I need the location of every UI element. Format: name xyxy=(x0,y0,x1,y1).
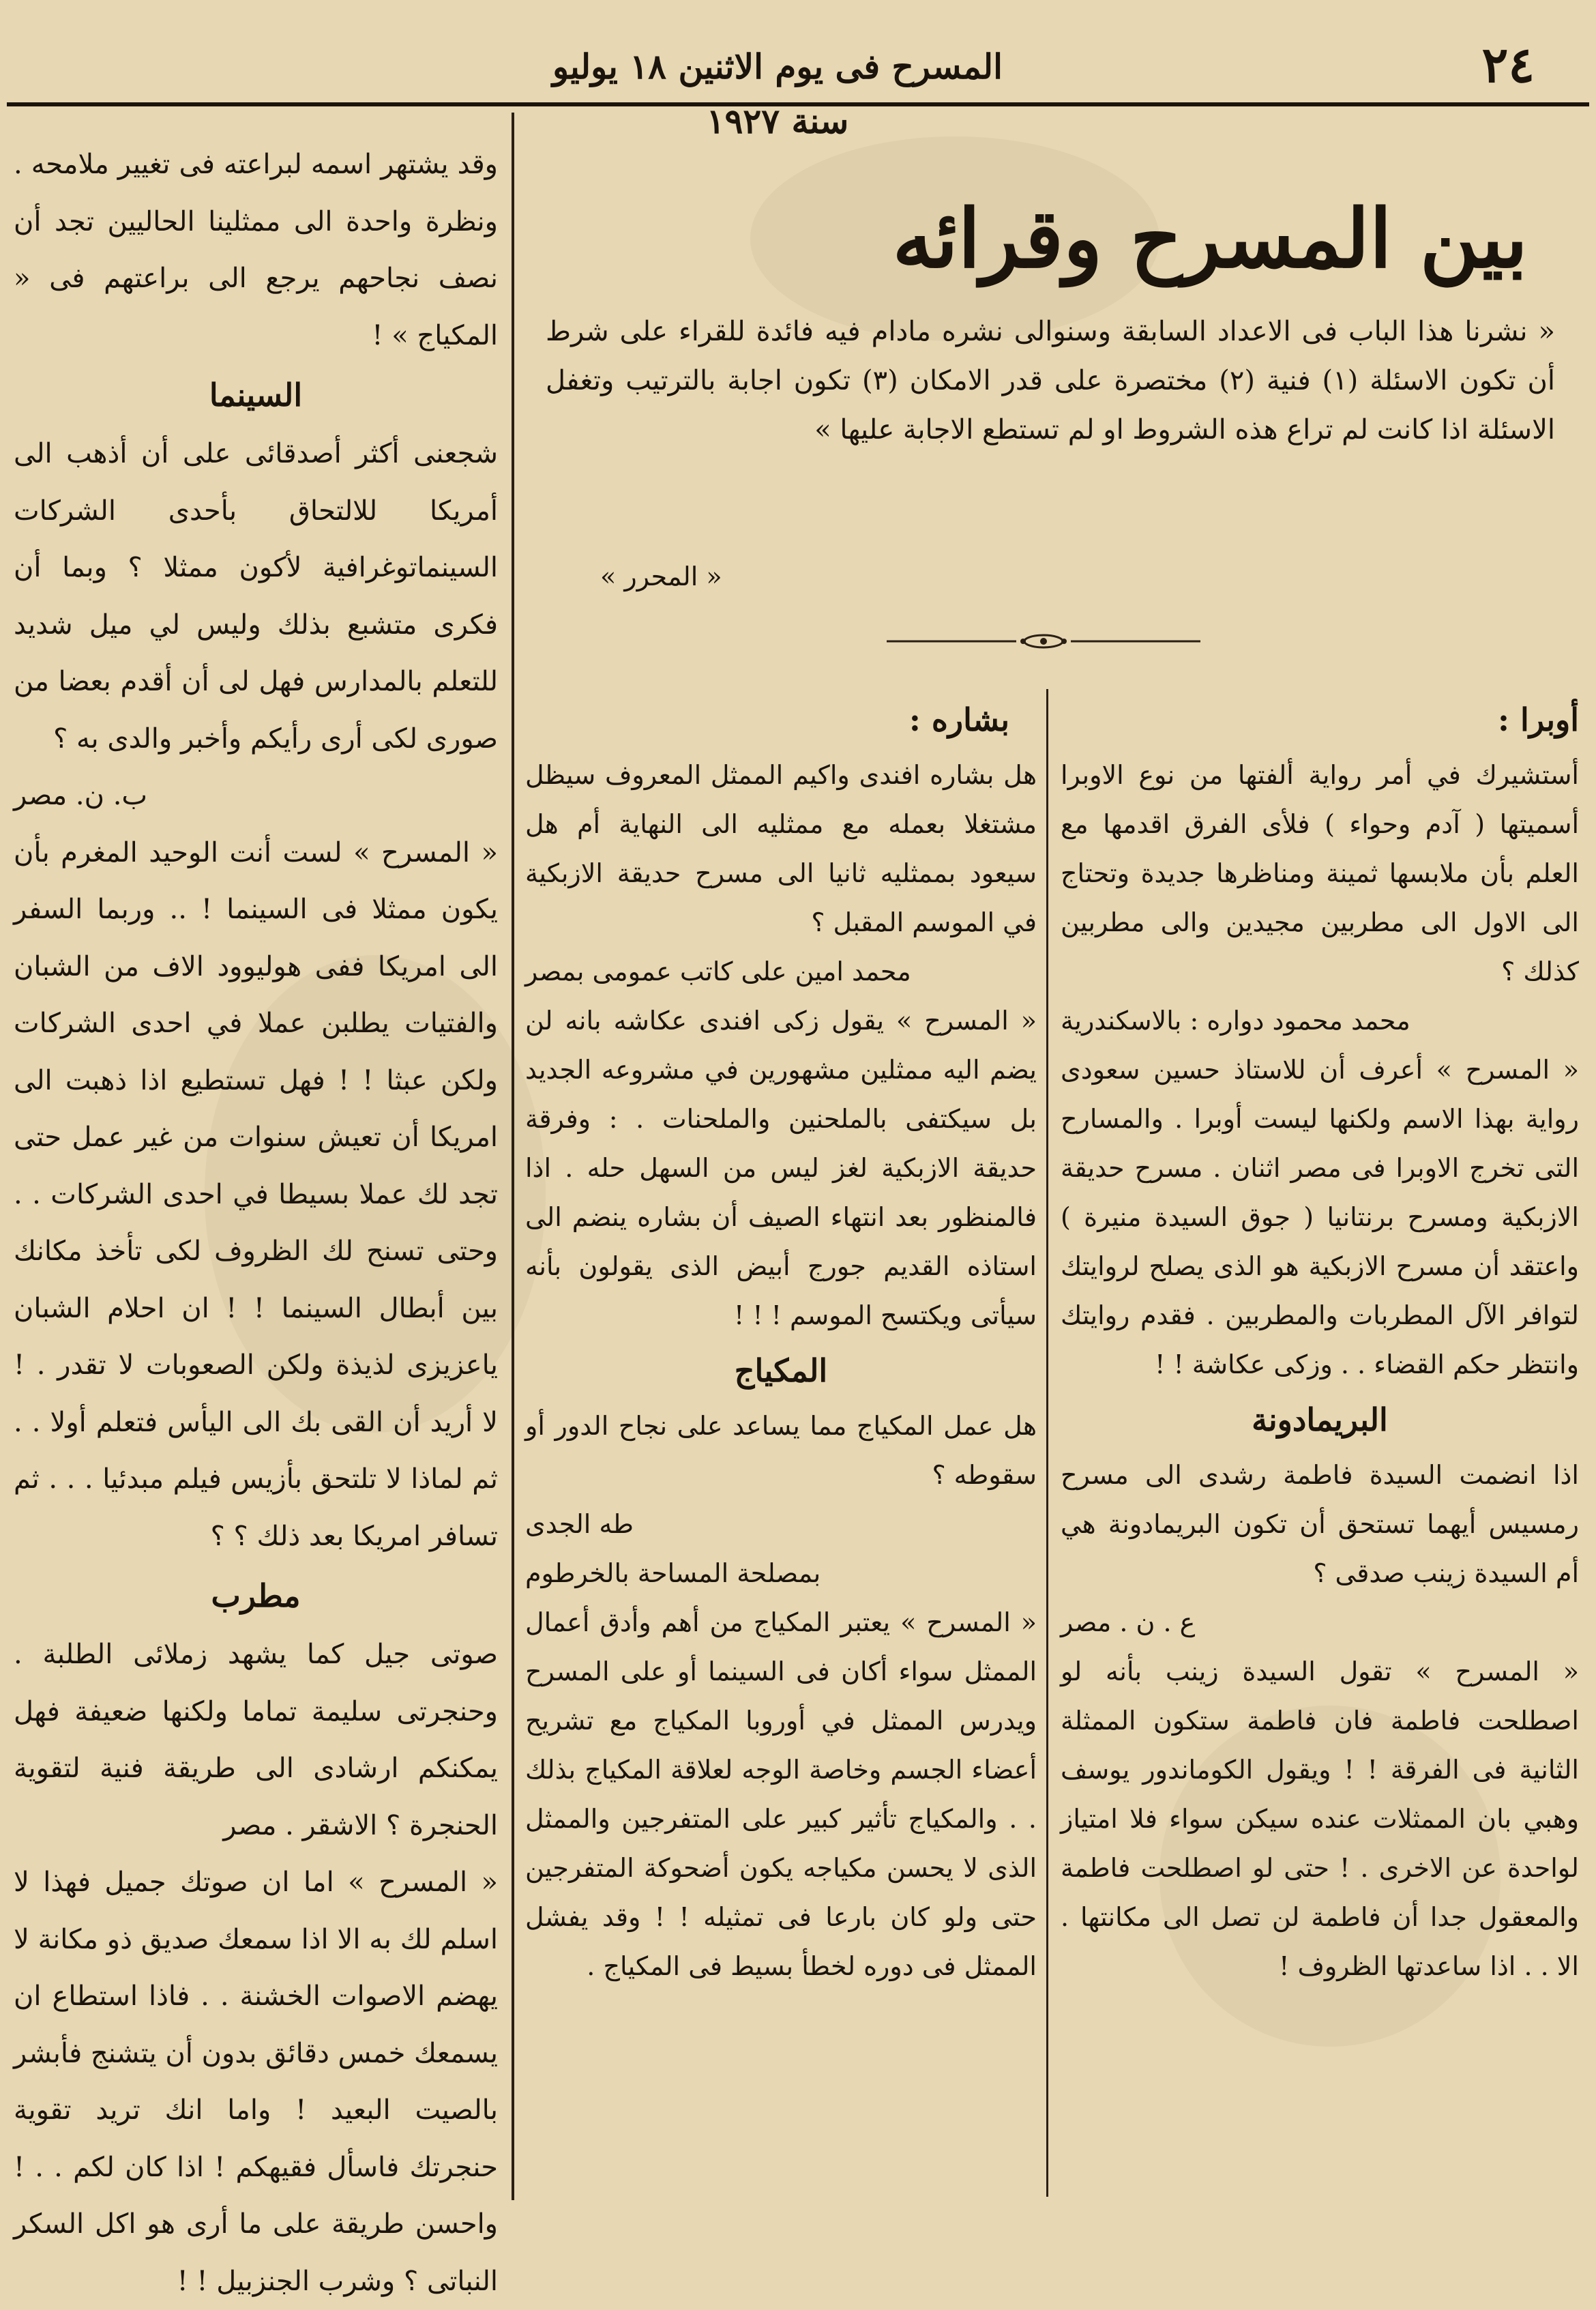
bishara-heading: بشاره : xyxy=(908,701,1009,738)
right-column xyxy=(1061,689,1579,1991)
makeup-heading: المكياج xyxy=(734,1352,828,1389)
opera-signature: محمد محمود دواره : بالاسكندرية xyxy=(1061,1006,1410,1036)
middle-column xyxy=(525,689,1037,1991)
singer-question: صوتى جيل كما يشهد زملائى الطلبة . وحنجرتى سليمة تماما ولكنها ضعيفة فهل يمكنكم ارشادى الى طريقة فنية لتقوية الحنجرة ؟ الاشقر . مصر xyxy=(14,1639,498,1841)
editor-signature: « المحرر » xyxy=(600,561,722,591)
bishara-signature: محمد امين على كاتب عمومى بمصر xyxy=(525,956,911,986)
prima-donna-heading: البريمادونة xyxy=(1252,1401,1388,1438)
intro-block xyxy=(546,307,1555,454)
top-rule xyxy=(7,102,1589,106)
ornament-divider-icon xyxy=(887,628,1200,655)
makeup-answer: « المسرح » يعتبر المكياج من أهم وأدق أعمال الممثل سواء أكان فى السينما أو على المسرح ويدرس الممثل في أوروبا المكياج مع تشريح أعضاء الجسم وخاصة الوجه لعلاقة المكياج بذلك . . والمكياج تأثير كبير على المتفرجين والممثل الذى لا يحسن مكياجه يكون أضحوكة المتفرجين حتى ولو كان بارعا فى تمثيله ! ! وقد يفشل الممثل فى دوره لخطأ بسيط فى المكياج . xyxy=(525,1607,1037,1981)
cinema-heading: السينما xyxy=(209,377,303,413)
intro-text: « نشرنا هذا الباب فى الاعداد السابقة وسنوالى نشره مادام فيه فائدة للقراء على شرط أن تكون الاسئلة (١) فنية (٢) مختصرة على قدر الامكان (٣) تكون اجابة بالترتيب وتغفل الاسئلة اذا كانت لم تراع هذه الشروط او لم تستطع الاجابة عليها » xyxy=(546,316,1556,445)
singer-answer: « المسرح » اما ان صوتك جميل فهذا لا اسلم لك به الا اذا سمعك صديق ذو مكانة لا يهضم الاصوات الخشنة . . فاذا استطاع ان يسمعك خمس دقائق بدون أن يتشنج فأبشر بالصيت البعيد ! واما انك تريد تقوية حنجرتك فاسأل فقيهكم ! اذا كان لكم . . ! واحسن طريقة على ما أرى هو اكل السكر النباتى ؟ وشرب الجنزبيل ! ! xyxy=(14,1867,498,2297)
prima-donna-signature: ع . ن . مصر xyxy=(1061,1607,1196,1637)
opera-heading: أوبرا : xyxy=(1498,701,1579,738)
singer-heading: مطرب xyxy=(211,1577,301,1614)
column-divider-main xyxy=(512,113,514,2200)
cinema-signature: ب. ن. مصر xyxy=(14,780,148,811)
masthead xyxy=(0,34,1596,141)
prima-donna-question: اذا انضمت السيدة فاطمة رشدى الى مسرح رمسيس أيهما تستحق أن تكون البريمادونة هي أم السيدة زينب صدقى ؟ xyxy=(1061,1460,1579,1588)
opera-answer: « المسرح » أعرف أن للاستاذ حسين سعودى رواية بهذا الاسم ولكنها ليست أوبرا . والمسارح التى تخرج الاوبرا فى مصر اثنان . مسرح حديقة الازبكية ومسرح برنتانيا ( جوق السيدة منيرة ) واعتقد أن مسرح الازبكية هو الذى يصلح لروايتك لتوافر الآل المطربات والمطربين . فقدم روايتك وانتظر حكم القضاء . . وزكى عكاشة ! ! xyxy=(1061,1055,1579,1379)
cinema-question: شجعنى أكثر أصدقائى على أن أذهب الى أمريكا للالتحاق بأحدى الشركات السينماتوغرافية لأكون ممثلا ؟ وبما أن فكرى متشبع بذلك وليس لي ميل شديد للتعلم بالمدارس فهل لى أن أقدم بعضا من صورى لكى أرى رأيكم وأخبر والدى به ؟ xyxy=(14,438,498,755)
prima-donna-answer: « المسرح » تقول السيدة زينب بأنه لو اصطلحت فاطمة فان فاطمة ستكون الممثلة الثانية فى الفرقة ! ! ويقول الكوماندور يوسف وهبي بان الممثلات عنده سيكن سواء فلا امتياز لواحدة عن الاخرى . ! حتى لو اصطلحت فاطمة والمعقول جدا أن فاطمة لن تصل الى مكانتها . الا . . اذا ساعدتها الظروف ! xyxy=(1061,1656,1579,1981)
makeup-signature-name: طه الجدى xyxy=(525,1509,634,1539)
bishara-question: هل بشاره افندى واكيم الممثل المعروف سيظل مشتغلا بعمله مع ممثليه الى النهاية أم هل سيعود بممثليه ثانيا الى مسرح حديقة الازبكية في الموسم المقبل ؟ xyxy=(525,760,1037,937)
cinema-answer: « المسرح » لست أنت الوحيد المغرم بأن يكون ممثلا فى السينما ! .. وربما السفر الى امريكا ففى هوليوود الاف من الشبان والفتيات يطلبن عملا في احدى الشركات ولكن عبثا ! ! فهل تستطيع اذا ذهبت الى امريكا أن تعيش سنوات من غير عمل حتى تجد لك عملا بسيطا في احدى الشركات . . وحتى تسنح لك الظروف لكى تأخذ مكانك بين أبطال السينما ! ! ان احلام الشبان ياعزيزى لذيذة ولكن الصعوبات لا تقدر . ! لا أريد أن القى بك الى اليأس فتعلم أولا . . ثم لماذا لا تلتحق بأزيس فيلم مبدئيا . . . ثم تسافر امريكا بعد ذلك ؟ ؟ xyxy=(14,836,498,1552)
makeup-continuation: وقد يشتهر اسمه لبراعته فى تغيير ملامحه . ونظرة واحدة الى ممثلينا الحاليين تجد أن نصف نجاحهم يرجع الى براعتهم فى « المكياج » ! xyxy=(14,149,499,351)
column-divider-mid xyxy=(1046,689,1048,2197)
opera-question: أستشيرك في أمر رواية ألفتها من نوع الاوبرا أسميتها ( آدم وحواء ) فلأى الفرق اقدمها مع العلم بأن ملابسها ثمينة ومناظرها جديدة وتحتاج الى الاول الى مطربين مجيدين والى مطربين كذلك ؟ xyxy=(1061,760,1579,986)
issue-date-line: المسرح فى يوم الاثنين ١٨ يوليو سنة ١٩٢٧ xyxy=(552,46,1003,141)
makeup-question: هل عمل المكياج مما يساعد على نجاح الدور أو سقوطه ؟ xyxy=(525,1411,1037,1490)
makeup-signature-place: بمصلحة المساحة بالخرطوم xyxy=(525,1558,821,1588)
page-number: ٢٤ xyxy=(1481,35,1535,93)
left-column xyxy=(14,136,498,2310)
bishara-answer: « المسرح » يقول زكى افندى عكاشه بانه لن يضم اليه ممثلين مشهورين في مشروعه الجديد بل سيكتفى بالملحنين والملحنات . : وفرقة حديقة الازبكية لغز ليس من السهل حله . اذا فالمنظور بعد انتهاء الصيف أن بشاره ينضم الى استاذه القديم جورج أبيض الذى يقولون بأنه سيأتى ويكتسح الموسم ! ! ! xyxy=(525,1006,1037,1330)
page-headline: بين المسرح وقرائه xyxy=(892,191,1528,286)
